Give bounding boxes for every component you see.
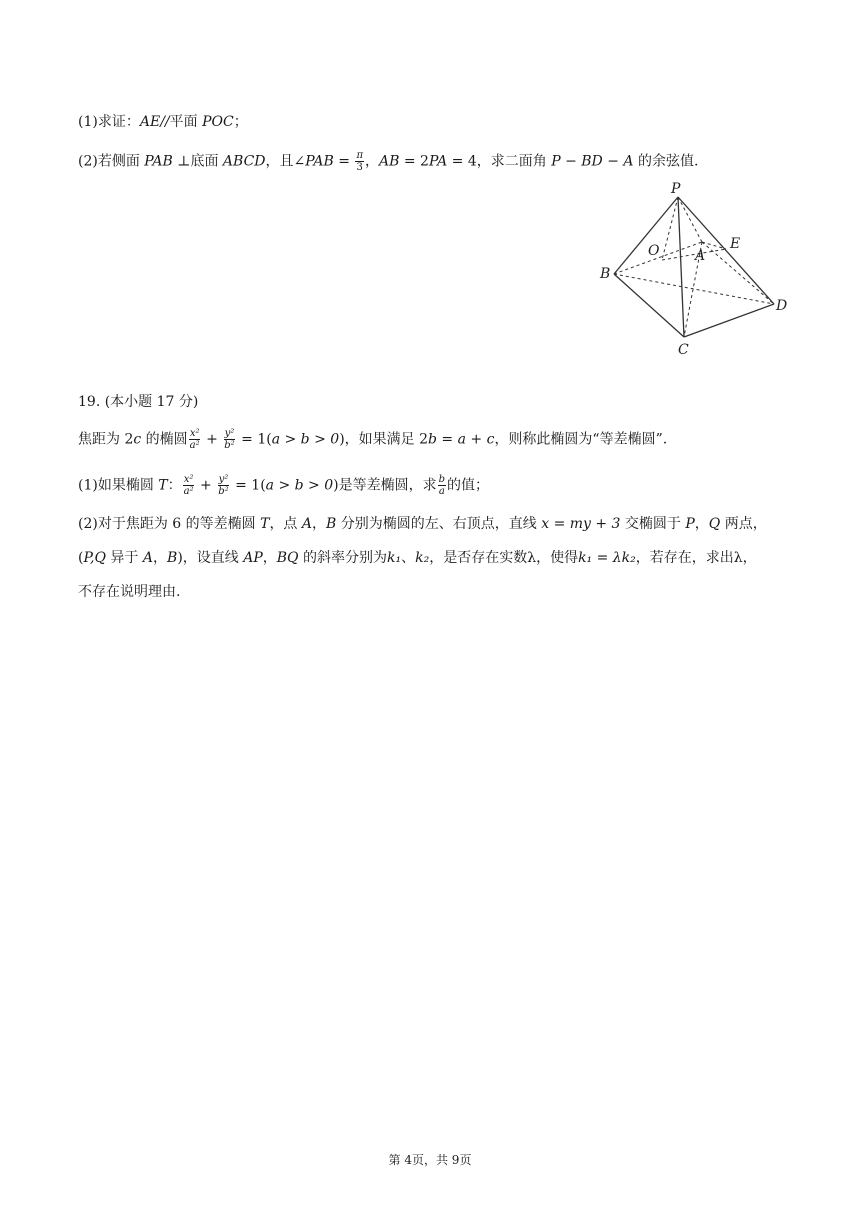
math: Q [708,516,721,532]
fraction-y2-b2 [217,474,229,497]
edge-PC [678,197,684,337]
text: 分别为椭圆的左、右顶点，直线 [336,516,542,532]
math: k₂ [415,550,430,566]
edge-PB [614,197,678,274]
label-A: A [695,248,706,264]
label-O: O [648,243,660,259]
math: P [685,516,695,532]
text: = 1( [230,477,266,494]
diag-BD [614,274,774,304]
edge-CD [684,304,774,337]
q18-part2 [78,150,698,173]
q19-part1 [78,474,489,497]
seg-AE [702,242,726,249]
text: )，设直线 [177,550,244,566]
numerator: y² [224,428,235,439]
math: A [142,550,154,566]
math: a > b > 0 [265,477,334,494]
math: A [301,516,313,532]
text: ； [233,114,248,130]
math: P,Q [83,550,106,566]
fraction-x2-a2 [189,428,201,451]
text: 的余弦值. [633,153,699,170]
text: 平面 [169,114,203,130]
text: + [201,431,223,448]
math: T [260,516,270,532]
q19-part2-line2 [78,548,757,568]
denominator: a [438,486,445,497]
math: c [133,431,142,448]
math: AE [139,114,161,130]
text: 交椭圆于 [620,516,686,532]
text: )是等差椭圆，求 [333,477,437,494]
math: PA [428,153,448,170]
numerator: b [438,474,446,485]
math: B [326,516,337,532]
text: 、 [401,550,416,566]
fraction-pi-3 [355,150,364,173]
math: T [158,477,168,494]
label-D: D [776,298,788,314]
text: 的椭圆 [141,431,188,448]
numerator: x² [183,474,194,485]
text: ： [167,477,182,494]
label-P: P [671,181,681,197]
numerator: x² [189,428,200,439]
text: 底面 [190,153,223,170]
text: )，如果满足 2 [339,431,429,448]
math: k₁ = λk₂ [578,550,636,566]
text: (1)如果椭圆 [78,477,159,494]
math: POC [202,114,234,130]
text: 19. (本小题 17 分) [78,394,199,410]
fraction-b-a [438,474,446,497]
q18-part1 [78,112,248,132]
label-B: B [600,266,611,282]
denominator: b² [224,440,235,451]
text: + [195,477,217,494]
math: ABCD [222,153,266,170]
text: = 2 [399,153,429,170]
edge-BC [614,274,684,337]
text: 焦距为 2 [78,431,134,448]
label-E: E [730,236,741,252]
label-C: C [678,342,689,358]
denominator: 3 [356,162,363,173]
math: // [160,114,170,130]
math: PAB [305,153,334,170]
text: ，是否存在实数λ，使得 [429,550,579,566]
text: = 1( [236,431,272,448]
q19-intro [78,428,667,451]
q19-header [78,392,198,412]
math: P − BD − A [551,153,634,170]
math: B [167,550,178,566]
text: ， [153,550,168,566]
text: ，且∠ [265,153,306,170]
text: 两点， [720,516,767,532]
math: a > b > 0 [271,431,340,448]
text: ， [262,550,277,566]
math: x = my + 3 [541,516,621,532]
text: (2)若侧面 [78,153,145,170]
text: ( [78,550,84,566]
text: = 4，求二面角 [447,153,552,170]
denominator: a² [189,440,200,451]
text: 不存在说明理由. [78,584,181,600]
math: PAB [144,153,173,170]
text: ⊥ [172,153,191,170]
text: ，则称此椭圆为“等差椭圆”. [494,431,668,448]
text: 的斜率分别为 [298,550,387,566]
math: k₁ [386,550,402,566]
numerator: π [356,150,364,161]
text: ，若存在，求出λ， [635,550,757,566]
text: (2)对于焦距为 6 的等差椭圆 [78,516,261,532]
pyramid-figure [596,180,796,360]
text: 异于 [105,550,143,566]
denominator: b² [218,486,229,497]
denominator: a² [183,486,194,497]
q19-part2-line1 [78,514,767,534]
edge-PD [678,197,774,304]
text: ， [312,516,327,532]
math: BQ [276,550,299,566]
page-footer: 第 4页，共 9页 [388,1153,472,1167]
text: = [333,153,355,170]
fraction-y2-b2 [223,428,235,451]
text: (1)求证： [78,114,140,130]
math: b = a + c [428,431,495,448]
numerator: y² [218,474,229,485]
text: 的值； [447,477,490,494]
math: AB [379,153,400,170]
text: ，点 [269,516,302,532]
text: ， [694,516,709,532]
text: ， [365,153,380,170]
fraction-x2-a2 [183,474,195,497]
math: AP [243,550,263,566]
q19-part2-line3 [78,582,180,602]
